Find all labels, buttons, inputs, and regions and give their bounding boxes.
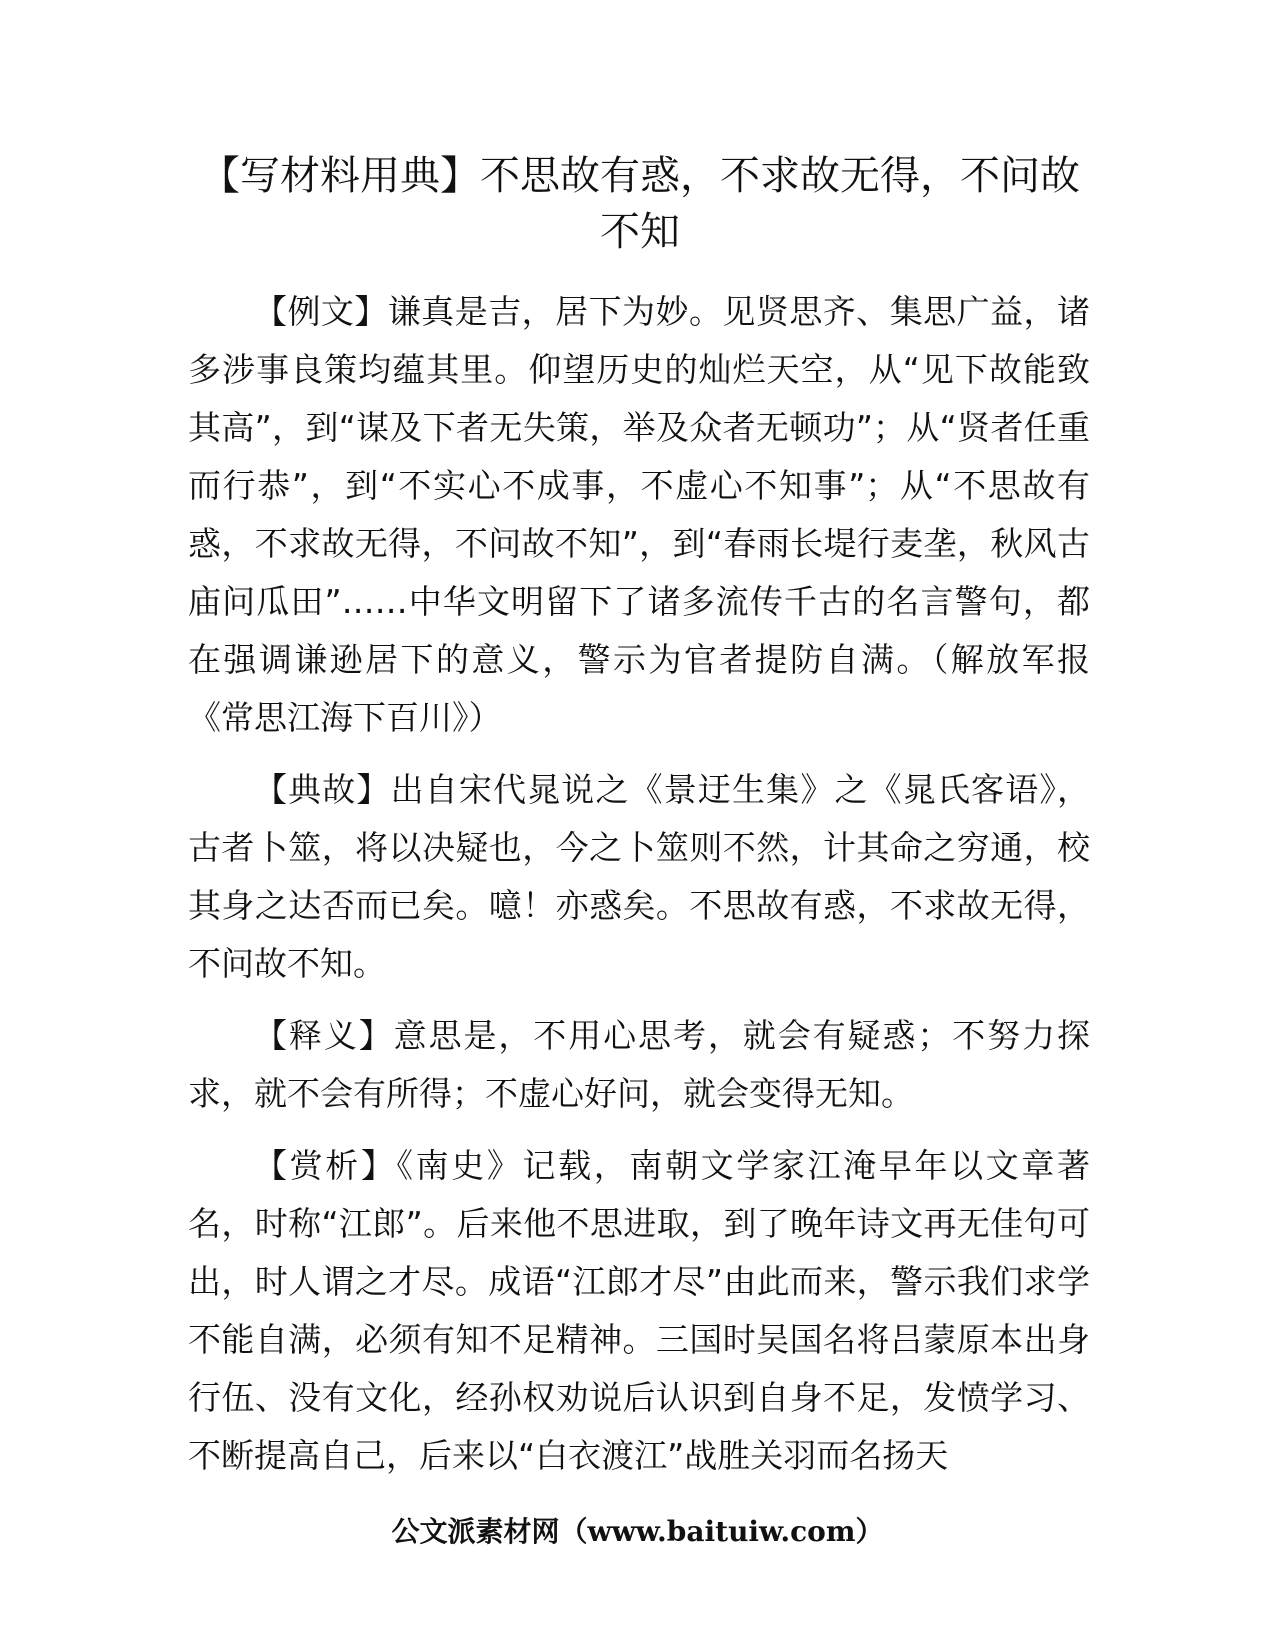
paragraph-example: 【例文】谦真是吉，居下为妙。见贤思齐、集思广益，诸多涉事良策均蕴其里。仰望历史的灿烂天空，从“见下故能致其高”，到“谋及下者无失策，举及众者无顿功”；从“贤者任重而行恭”，到“不实心不成事，不虚心不知事”；从“不思故有惑，不求故无得，不问故不知”，到“春雨长堤行麦垄，秋风古庙问瓜田”……中华文明留下了诸多流传千古的名言警句，都在强调谦逊居下的意义，警示为官者提防自满。（解放军报《常思江海下百川》） [188,292,1090,737]
paragraph-meaning: 【释义】意思是，不用心思考，就会有疑惑；不努力探求，就不会有所得；不虚心好问，就会变得无知。 [188,1016,1090,1113]
document-title: 【写材料用典】不思故有惑，不求故无得，不问故不知 [200,153,1080,255]
document-body [188,283,1090,1499]
paragraph-allusion: 【典故】出自宋代晁说之《景迂生集》之《晁氏客语》，古者卜筮，将以决疑也，今之卜筮则不然，计其命之穷通，校其身之达否而已矣。噫！亦惑矣。不思故有惑，不求故无得，不问故不知。 [188,770,1090,983]
paragraph-appreciation: 【赏析】《南史》记载，南朝文学家江淹早年以文章著名，时称“江郎”。后来他不思进取，到了晚年诗文再无佳句可出，时人谓之才尽。成语“江郎才尽”由此而来，警示我们求学不能自满，必须有知不足精神。三国时吴国名将吕蒙原本出身行伍、没有文化，经孙权劝说后认识到自身不足，发愤学习、不断提高自己，后来以“白衣渡江”战胜关羽而名扬天 [188,1146,1090,1475]
page-footer: 公文派素材网（www.baituiw.com） [391,1515,884,1548]
